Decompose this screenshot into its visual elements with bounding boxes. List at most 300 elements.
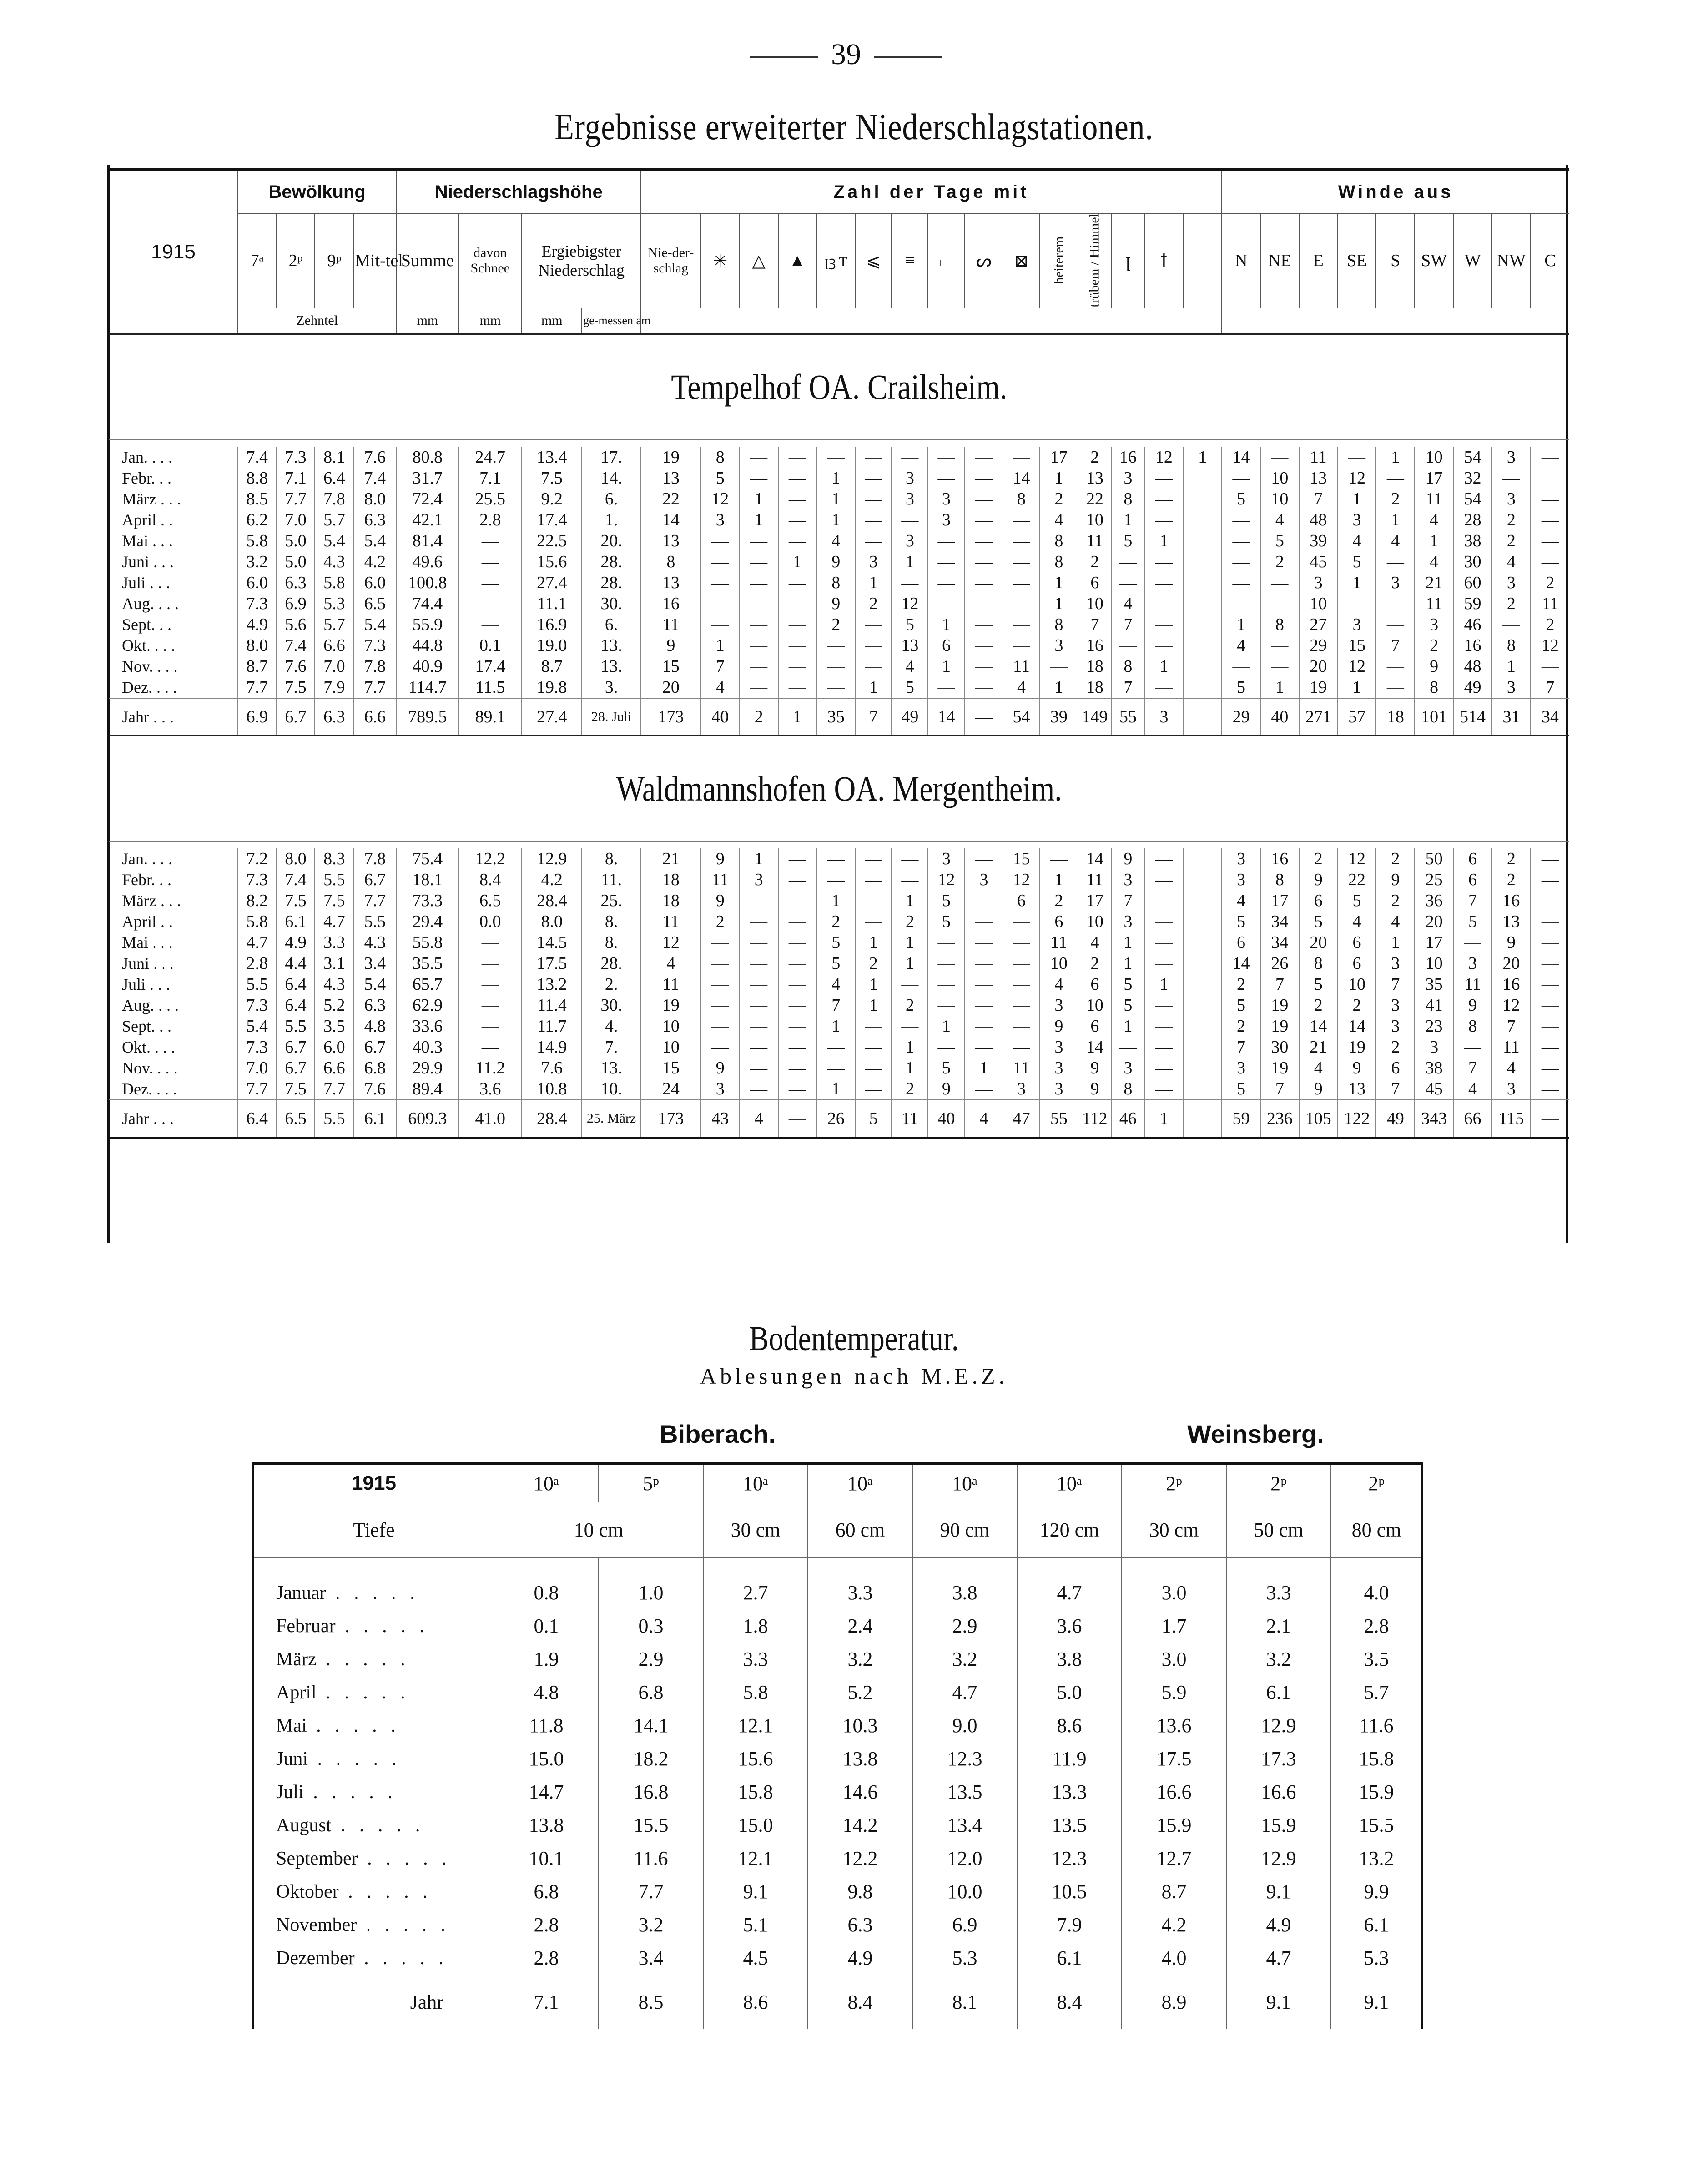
wind-value: 9 bbox=[1299, 869, 1338, 890]
wind-value bbox=[1531, 468, 1569, 489]
wind-value: 13 bbox=[1299, 468, 1338, 489]
days-value bbox=[1183, 572, 1222, 593]
days-value: — bbox=[816, 447, 855, 468]
temperature-value: 4.9 bbox=[808, 1941, 912, 1975]
wind-value: 66 bbox=[1453, 1100, 1492, 1138]
table-row bbox=[253, 1609, 1422, 1643]
temperature-value: 4.7 bbox=[912, 1676, 1017, 1709]
cloud-value: 6.6 bbox=[315, 1058, 353, 1078]
cloud-value: 7.4 bbox=[277, 869, 315, 890]
days-value: 1 bbox=[1183, 447, 1222, 468]
temperature-value: 8.4 bbox=[808, 1975, 912, 2029]
wind-value: 8 bbox=[1299, 953, 1338, 974]
cloud-value: 5.8 bbox=[238, 911, 277, 932]
month-label bbox=[253, 1908, 494, 1941]
temperature-value: 15.9 bbox=[1226, 1809, 1331, 1842]
temperature-value: 3.3 bbox=[1226, 1576, 1331, 1609]
days-value: 3 bbox=[1040, 1078, 1078, 1100]
reading-time: 2ᵖ bbox=[1122, 1464, 1226, 1502]
days-value: 4 bbox=[816, 974, 855, 995]
cloud-value: 7.5 bbox=[315, 890, 353, 911]
reading-time: 10ᵃ bbox=[703, 1464, 808, 1502]
wind-value: 4 bbox=[1453, 1078, 1492, 1100]
cloud-value: 8.3 bbox=[315, 848, 353, 869]
temperature-value: 0.3 bbox=[599, 1609, 703, 1643]
cloud-value: 6.1 bbox=[353, 1100, 396, 1138]
days-value: — bbox=[701, 932, 740, 953]
wind-value: 9 bbox=[1299, 1078, 1338, 1100]
days-value: 10 bbox=[1078, 509, 1111, 530]
table-row bbox=[253, 1908, 1422, 1941]
table-row bbox=[109, 869, 1569, 890]
month-label: Dez. . . . bbox=[122, 1079, 177, 1098]
days-value: 4 bbox=[740, 1100, 778, 1138]
precip-value: 7.6 bbox=[522, 1058, 582, 1078]
precip-sum-col: Summe bbox=[397, 213, 459, 308]
wind-value: 4 bbox=[1222, 890, 1260, 911]
days-value: 10 bbox=[1078, 995, 1111, 1016]
temperature-value: 15.0 bbox=[703, 1809, 808, 1842]
month-text: Dezember bbox=[276, 1947, 355, 1969]
cloud-value: 6.7 bbox=[353, 869, 396, 890]
precip-value: 12.9 bbox=[522, 848, 582, 869]
days-value: — bbox=[740, 447, 778, 468]
precip-value: 2. bbox=[582, 974, 641, 995]
cloud-value: 5.0 bbox=[277, 551, 315, 572]
days-value: 5 bbox=[892, 614, 928, 635]
unit-mm-max: mm bbox=[522, 308, 582, 334]
temperature-value: 5.0 bbox=[1017, 1676, 1122, 1709]
days-value: — bbox=[701, 593, 740, 614]
temperature-value: 13.8 bbox=[808, 1742, 912, 1775]
wind-value: 3 bbox=[1222, 1058, 1260, 1078]
days-value: 8 bbox=[1040, 530, 1078, 551]
days-value: — bbox=[1144, 489, 1183, 509]
days-col-4: ꞁꝫ T bbox=[816, 213, 855, 308]
precip-value: 2.8 bbox=[458, 509, 522, 530]
table-row bbox=[253, 1709, 1422, 1742]
days-value: 2 bbox=[816, 614, 855, 635]
temperature-value: 14.7 bbox=[494, 1775, 599, 1809]
wind-value: 1 bbox=[1376, 932, 1415, 953]
cloud-value: 6.4 bbox=[238, 1100, 277, 1138]
days-value: — bbox=[701, 1016, 740, 1037]
days-value bbox=[1183, 1016, 1222, 1037]
wind-value: 8 bbox=[1260, 614, 1299, 635]
days-value: — bbox=[965, 489, 1003, 509]
days-value: — bbox=[778, 911, 817, 932]
wind-value: 10 bbox=[1299, 593, 1338, 614]
precip-value: — bbox=[458, 995, 522, 1016]
days-value bbox=[1183, 911, 1222, 932]
days-value: 2 bbox=[892, 995, 928, 1016]
days-value: 15 bbox=[641, 656, 701, 677]
days-value: 4 bbox=[641, 953, 701, 974]
wind-value: 1 bbox=[1338, 572, 1376, 593]
days-value: — bbox=[855, 1058, 892, 1078]
days-value bbox=[1183, 698, 1222, 736]
wind-value: 9 bbox=[1415, 656, 1453, 677]
temperature-value: 15.5 bbox=[1331, 1809, 1422, 1842]
cloud-value: 6.7 bbox=[277, 1037, 315, 1058]
precip-value: 74.4 bbox=[397, 593, 459, 614]
days-value: — bbox=[1144, 614, 1183, 635]
temperature-value: 1.0 bbox=[599, 1576, 703, 1609]
days-value: 3 bbox=[701, 1078, 740, 1100]
precip-value: 44.8 bbox=[397, 635, 459, 656]
wind-value: 4 bbox=[1376, 911, 1415, 932]
cloud-value: 5.8 bbox=[238, 530, 277, 551]
month-label: Sept. . . bbox=[122, 1017, 172, 1035]
days-value: 12 bbox=[892, 593, 928, 614]
temperature-value: 4.7 bbox=[1017, 1576, 1122, 1609]
days-value: 5 bbox=[701, 468, 740, 489]
month-label: März . . . bbox=[122, 489, 181, 508]
temperature-value: 2.1 bbox=[1226, 1609, 1331, 1643]
days-value: — bbox=[701, 530, 740, 551]
month-label: Febr. . . bbox=[122, 870, 172, 889]
days-value: — bbox=[965, 635, 1003, 656]
days-value: — bbox=[855, 447, 892, 468]
days-value: 12 bbox=[1144, 447, 1183, 468]
cloud-value: 5.2 bbox=[315, 995, 353, 1016]
days-value: — bbox=[816, 848, 855, 869]
wind-value: 3 bbox=[1299, 572, 1338, 593]
temperature-value: 14.1 bbox=[599, 1709, 703, 1742]
days-value: — bbox=[855, 869, 892, 890]
leader-dots: . . . . . bbox=[354, 1947, 448, 1969]
wind-value: 3 bbox=[1222, 848, 1260, 869]
wind-value: — bbox=[1376, 677, 1415, 698]
days-value: — bbox=[740, 677, 778, 698]
cloud-value: 4.3 bbox=[315, 551, 353, 572]
days-value: 22 bbox=[1078, 489, 1111, 509]
days-value: 2 bbox=[1040, 489, 1078, 509]
table-row bbox=[109, 911, 1569, 932]
days-value: — bbox=[892, 974, 928, 995]
page-title: Ergebnisse erweiterter Niederschlagstationen. bbox=[554, 106, 1154, 147]
days-value: 13 bbox=[892, 635, 928, 656]
precip-value: 10.8 bbox=[522, 1078, 582, 1100]
temperature-value: 3.3 bbox=[808, 1576, 912, 1609]
days-value: 2 bbox=[892, 911, 928, 932]
cloud-value: 6.4 bbox=[277, 995, 315, 1016]
wind-value: — bbox=[1531, 1100, 1569, 1138]
cloud-value: 7.7 bbox=[315, 1078, 353, 1100]
wind-value: 22 bbox=[1338, 869, 1376, 890]
days-value: — bbox=[816, 677, 855, 698]
table-row bbox=[109, 593, 1569, 614]
cloud-value: 3.1 bbox=[315, 953, 353, 974]
precip-value: 17. bbox=[582, 447, 641, 468]
days-value: — bbox=[892, 869, 928, 890]
month-text: Juni bbox=[276, 1748, 308, 1769]
days-value: — bbox=[1111, 572, 1144, 593]
temperature-value: 15.8 bbox=[703, 1775, 808, 1809]
cloud-value: 7.8 bbox=[315, 489, 353, 509]
days-value: — bbox=[928, 572, 964, 593]
cloud-value: 6.4 bbox=[315, 468, 353, 489]
days-value: — bbox=[1003, 614, 1039, 635]
temperature-value: 5.7 bbox=[1331, 1676, 1422, 1709]
days-value: 1 bbox=[855, 995, 892, 1016]
month-label: Jahr . . . bbox=[109, 698, 238, 736]
days-value: — bbox=[1003, 932, 1039, 953]
days-value: — bbox=[778, 848, 817, 869]
days-value: — bbox=[928, 974, 964, 995]
precip-value: 7.5 bbox=[522, 468, 582, 489]
precip-value: 22.5 bbox=[522, 530, 582, 551]
wind-col-sw: SW bbox=[1415, 213, 1453, 308]
temperature-value: 13.2 bbox=[1331, 1842, 1422, 1875]
depth-value: 80 cm bbox=[1331, 1502, 1422, 1557]
days-value: 11 bbox=[701, 869, 740, 890]
precip-value: 89.4 bbox=[397, 1078, 459, 1100]
temperature-value: 11.6 bbox=[599, 1842, 703, 1875]
days-value bbox=[1183, 635, 1222, 656]
wind-value: 26 bbox=[1260, 953, 1299, 974]
wind-value: 14 bbox=[1222, 447, 1260, 468]
temperature-value: 8.6 bbox=[703, 1975, 808, 2029]
temperature-value: 3.0 bbox=[1122, 1576, 1226, 1609]
temperature-value: 15.8 bbox=[1331, 1742, 1422, 1775]
days-value: — bbox=[701, 551, 740, 572]
wind-value: 16 bbox=[1453, 635, 1492, 656]
leader-dots: . . . . . bbox=[331, 1814, 425, 1836]
wind-value: 32 bbox=[1453, 468, 1492, 489]
table-row bbox=[109, 1100, 1569, 1138]
days-value: 15 bbox=[1003, 848, 1039, 869]
cloud-value: 5.5 bbox=[315, 1100, 353, 1138]
unit-mm-sum: mm bbox=[397, 308, 459, 334]
temperature-value: 11.9 bbox=[1017, 1742, 1122, 1775]
wind-value: 7 bbox=[1531, 677, 1569, 698]
days-value: 7 bbox=[855, 698, 892, 736]
cloud-value: 5.3 bbox=[315, 593, 353, 614]
cloud-value: 6.1 bbox=[277, 911, 315, 932]
cloud-value: 6.7 bbox=[277, 1058, 315, 1078]
month-label bbox=[253, 1775, 494, 1809]
days-value: — bbox=[778, 890, 817, 911]
days-value: 8 bbox=[1111, 1078, 1144, 1100]
wind-value: 20 bbox=[1492, 953, 1531, 974]
month-label: Aug. . . . bbox=[122, 594, 179, 613]
temperature-value: 12.7 bbox=[1122, 1842, 1226, 1875]
days-value: 14 bbox=[1003, 468, 1039, 489]
temperature-value: 13.3 bbox=[1017, 1775, 1122, 1809]
precip-value: — bbox=[458, 572, 522, 593]
days-value: 1 bbox=[1144, 530, 1183, 551]
table-row bbox=[109, 509, 1569, 530]
precip-value: 42.1 bbox=[397, 509, 459, 530]
days-value: 11 bbox=[1078, 530, 1111, 551]
wind-value: 46 bbox=[1453, 614, 1492, 635]
wind-value: 54 bbox=[1453, 489, 1492, 509]
table-row bbox=[109, 489, 1569, 509]
table-row bbox=[109, 1016, 1569, 1037]
wind-value: — bbox=[1531, 551, 1569, 572]
days-value: 1 bbox=[1040, 869, 1078, 890]
days-value: — bbox=[701, 614, 740, 635]
wind-value: 1 bbox=[1338, 489, 1376, 509]
wind-value: 7 bbox=[1492, 1016, 1531, 1037]
reading-time: 2ᵖ bbox=[1226, 1464, 1331, 1502]
cloud-value: 6.3 bbox=[353, 995, 396, 1016]
wind-value: 101 bbox=[1415, 698, 1453, 736]
wind-value: 20 bbox=[1299, 656, 1338, 677]
precip-value: 80.8 bbox=[397, 447, 459, 468]
precip-value: 100.8 bbox=[397, 572, 459, 593]
days-value: — bbox=[855, 614, 892, 635]
cloud-value: 3.4 bbox=[353, 953, 396, 974]
precip-value: 16.9 bbox=[522, 614, 582, 635]
precip-value: 8. bbox=[582, 848, 641, 869]
wind-value: 3 bbox=[1492, 677, 1531, 698]
month-label: Juni . . . bbox=[122, 552, 174, 571]
days-value: — bbox=[816, 869, 855, 890]
wind-value: 3 bbox=[1415, 614, 1453, 635]
days-value: 13 bbox=[641, 530, 701, 551]
days-value: 9 bbox=[1078, 1058, 1111, 1078]
days-value: 1 bbox=[778, 551, 817, 572]
leader-dots: . . . . . bbox=[357, 1914, 450, 1935]
days-value: 5 bbox=[928, 911, 964, 932]
wind-value: — bbox=[1453, 1037, 1492, 1058]
precip-value: 14.5 bbox=[522, 932, 582, 953]
days-value: 2 bbox=[701, 911, 740, 932]
table-row bbox=[109, 614, 1569, 635]
days-value: — bbox=[1144, 1058, 1183, 1078]
days-value: — bbox=[892, 572, 928, 593]
cloud-value: 6.6 bbox=[315, 635, 353, 656]
days-value: 7 bbox=[816, 995, 855, 1016]
year-header: 1915 bbox=[151, 241, 196, 263]
temperature-value: 7.9 bbox=[1017, 1908, 1122, 1941]
days-value: — bbox=[855, 1016, 892, 1037]
cloud-value: 6.3 bbox=[353, 509, 396, 530]
days-value: — bbox=[855, 509, 892, 530]
days-value: 173 bbox=[641, 698, 701, 736]
days-value: 8 bbox=[1111, 656, 1144, 677]
table-row bbox=[253, 1809, 1422, 1842]
days-value: 10 bbox=[1078, 911, 1111, 932]
precipitation-table bbox=[109, 168, 1569, 1139]
precip-value: — bbox=[458, 974, 522, 995]
precip-value: 6.5 bbox=[458, 890, 522, 911]
days-value: — bbox=[740, 1078, 778, 1100]
temperature-value: 2.7 bbox=[703, 1576, 808, 1609]
month-text: Oktober bbox=[276, 1881, 339, 1902]
days-value: — bbox=[855, 848, 892, 869]
precip-value: 14.9 bbox=[522, 1037, 582, 1058]
precip-value: 31.7 bbox=[397, 468, 459, 489]
table-row bbox=[109, 635, 1569, 656]
cloud-value: 7.9 bbox=[315, 677, 353, 698]
days-value: — bbox=[1003, 974, 1039, 995]
month-label bbox=[253, 1609, 494, 1643]
precip-value: 49.6 bbox=[397, 551, 459, 572]
wind-value: 3 bbox=[1492, 447, 1531, 468]
days-value: 1 bbox=[1144, 1100, 1183, 1138]
days-value: — bbox=[816, 1037, 855, 1058]
temperature-value: 8.7 bbox=[1122, 1875, 1226, 1908]
days-value: 3 bbox=[928, 848, 964, 869]
days-value: — bbox=[1003, 635, 1039, 656]
wind-value: 13 bbox=[1338, 1078, 1376, 1100]
temperature-value: 9.1 bbox=[1331, 1975, 1422, 2029]
wind-value: 19 bbox=[1260, 1058, 1299, 1078]
wind-value: — bbox=[1453, 932, 1492, 953]
soil-year-header: 1915 bbox=[253, 1464, 494, 1502]
wind-value: 6 bbox=[1376, 1058, 1415, 1078]
wind-value: 29 bbox=[1222, 698, 1260, 736]
wind-col-se: SE bbox=[1338, 213, 1376, 308]
precip-value: 55.9 bbox=[397, 614, 459, 635]
wind-value: 11 bbox=[1415, 593, 1453, 614]
precip-value: 17.4 bbox=[522, 509, 582, 530]
depth-value: 30 cm bbox=[703, 1502, 808, 1557]
wind-value: 5 bbox=[1299, 974, 1338, 995]
month-label: April . . bbox=[122, 912, 173, 931]
precip-value: 28. bbox=[582, 551, 641, 572]
wind-col-e: E bbox=[1299, 213, 1338, 308]
precip-snow-col: davon Schnee bbox=[458, 213, 522, 308]
leader-dots: . . . . . bbox=[316, 1682, 410, 1703]
days-value: 1 bbox=[1040, 572, 1078, 593]
precip-value: 40.3 bbox=[397, 1037, 459, 1058]
days-value: 12 bbox=[928, 869, 964, 890]
month-label: Juli . . . bbox=[122, 573, 171, 592]
days-value: 1 bbox=[1144, 974, 1183, 995]
wind-value: 49 bbox=[1376, 1100, 1415, 1138]
table-row bbox=[109, 890, 1569, 911]
precip-value: 114.7 bbox=[397, 677, 459, 698]
temperature-value: 6.1 bbox=[1331, 1908, 1422, 1941]
days-value: 2 bbox=[1040, 890, 1078, 911]
days-value: — bbox=[1040, 848, 1078, 869]
days-value: 9 bbox=[816, 551, 855, 572]
days-value: 8 bbox=[641, 551, 701, 572]
wind-value: 2 bbox=[1299, 848, 1338, 869]
wind-value: 5 bbox=[1222, 677, 1260, 698]
precip-value: 25.5 bbox=[458, 489, 522, 509]
days-value: 10 bbox=[641, 1016, 701, 1037]
cloud-value: 8.0 bbox=[353, 489, 396, 509]
days-value: — bbox=[701, 995, 740, 1016]
wind-col-nw: NW bbox=[1492, 213, 1531, 308]
precip-value: 13.4 bbox=[522, 447, 582, 468]
days-value: — bbox=[778, 869, 817, 890]
days-value: — bbox=[1111, 551, 1144, 572]
temperature-value: 6.1 bbox=[1017, 1941, 1122, 1975]
month-label bbox=[253, 1643, 494, 1676]
precip-value: 12.2 bbox=[458, 848, 522, 869]
days-value: — bbox=[816, 635, 855, 656]
month-label: Jan. . . . bbox=[122, 849, 172, 868]
wind-value: 3 bbox=[1492, 572, 1531, 593]
precip-value: 35.5 bbox=[397, 953, 459, 974]
days-value bbox=[1183, 489, 1222, 509]
temperature-value: 2.8 bbox=[494, 1908, 599, 1941]
wind-value: 2 bbox=[1492, 509, 1531, 530]
days-value: 3 bbox=[1111, 1058, 1144, 1078]
wind-value: — bbox=[1531, 911, 1569, 932]
days-value: 3 bbox=[701, 509, 740, 530]
wind-value: 4 bbox=[1338, 530, 1376, 551]
cloud-value: 7.3 bbox=[238, 869, 277, 890]
days-col-13: ꞁ bbox=[1111, 213, 1144, 308]
temperature-value: 1.8 bbox=[703, 1609, 808, 1643]
